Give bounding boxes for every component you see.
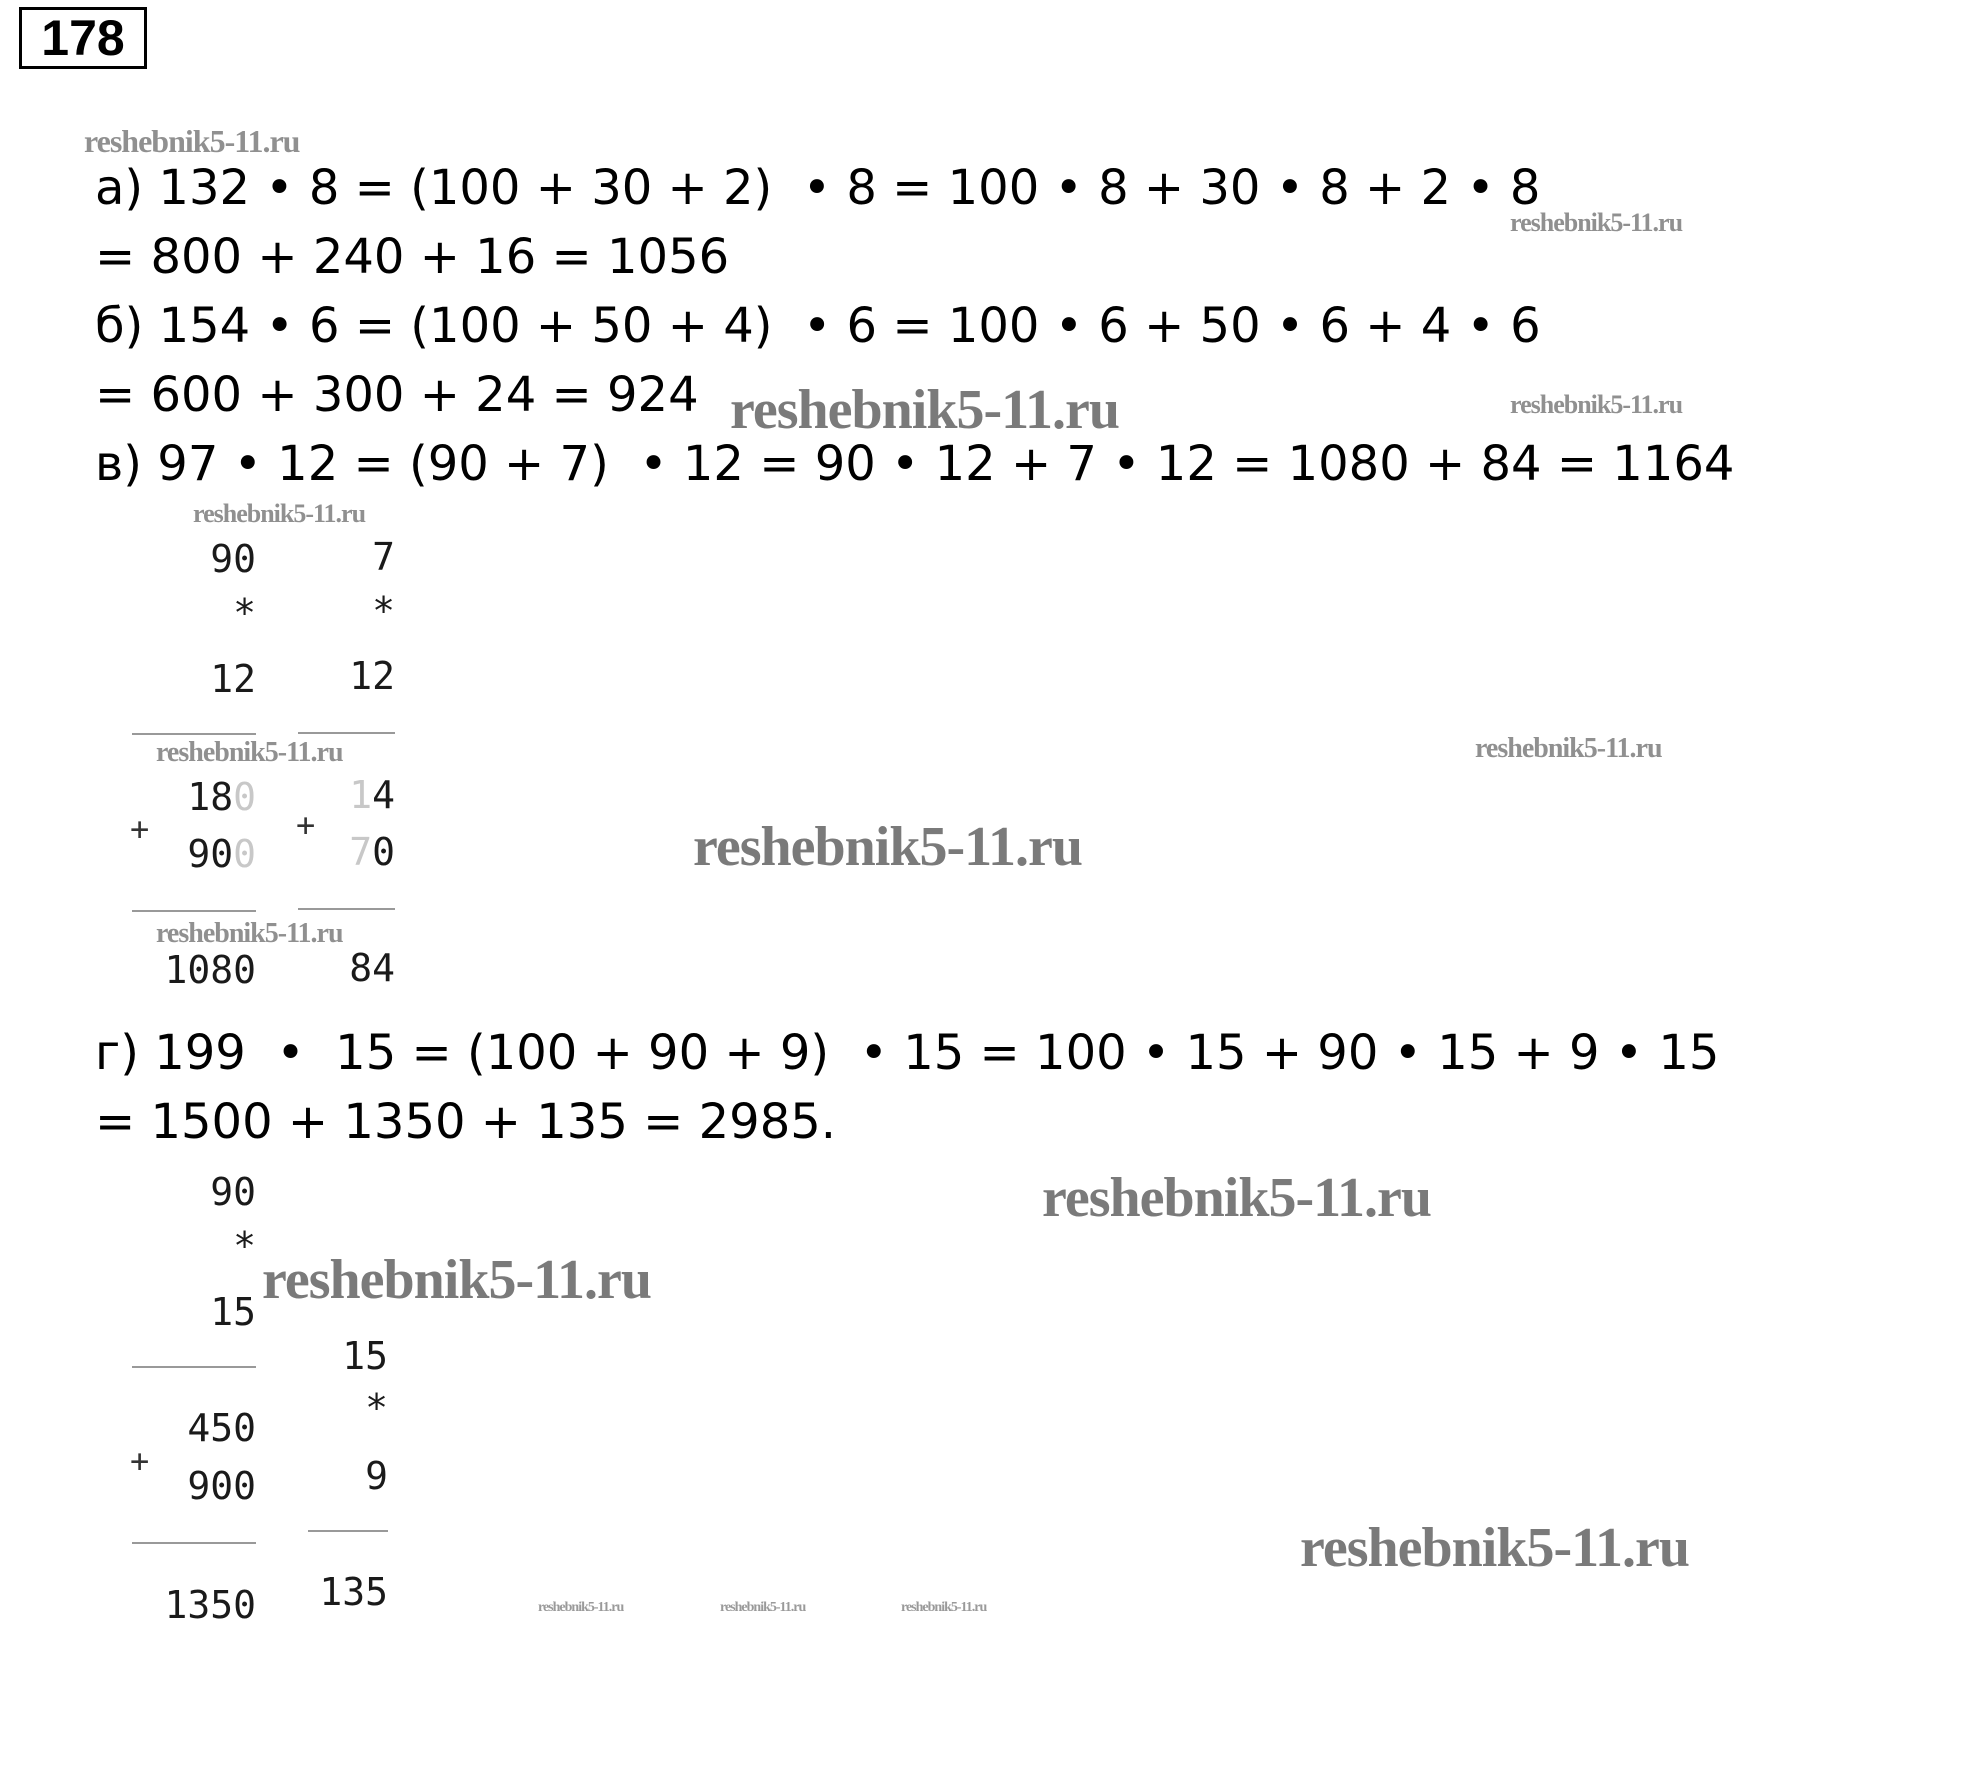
product-result: 135 [319,1570,388,1614]
partial-product-1: 450 [187,1406,256,1450]
watermark: reshebnik5-11.ru [1042,1167,1432,1229]
partial-product-2: 900 [187,832,256,876]
watermark: reshebnik5-11.ru [1510,208,1683,237]
plus-sign: + [130,1442,150,1480]
solution-a-line-1: а) 132 • 8 = (100 + 30 + 2) • 8 = 100 • 8 + 30 • 8 + 2 • 8 [95,160,1541,216]
multiplier: 9 [365,1454,388,1498]
multiplier: 12 [349,654,395,698]
watermark: reshebnik5-11.ru [156,737,343,768]
divider-line [298,908,395,910]
watermark: reshebnik5-11.ru [84,123,300,159]
divider-line [132,1366,256,1368]
divider-line [132,910,256,912]
multiply-sign: * [365,1386,388,1430]
solution-b-line-1: б) 154 • 6 = (100 + 50 + 4) • 6 = 100 • 6 + 50 • 6 + 4 • 6 [95,298,1541,354]
watermark: reshebnik5-11.ru [156,918,343,949]
watermark: reshebnik5-11.ru [901,1600,987,1615]
partial-product-2: 70 [349,830,395,874]
watermark: reshebnik5-11.ru [1510,390,1683,419]
watermark: reshebnik5-11.ru [193,499,366,528]
solution-g-line-2: = 1500 + 1350 + 135 = 2985. [95,1094,837,1150]
product-result: 84 [349,946,395,990]
watermark: reshebnik5-11.ru [1300,1517,1690,1579]
multiply-sign: * [372,589,395,633]
partial-product-2: 900 [187,1464,256,1508]
multiplicand: 90 [210,1170,256,1214]
multiplicand: 7 [372,535,395,579]
multiplicand: 15 [342,1334,388,1378]
solution-b-line-2: = 600 + 300 + 24 = 924 [95,367,699,423]
watermark: reshebnik5-11.ru [262,1249,652,1311]
multiply-sign: * [233,1224,256,1268]
multiplier: 15 [210,1290,256,1334]
divider-line [132,1542,256,1544]
watermark: reshebnik5-11.ru [693,816,1083,878]
watermark: reshebnik5-11.ru [730,379,1120,441]
divider-line [132,733,256,735]
watermark: reshebnik5-11.ru [538,1600,624,1615]
watermark: reshebnik5-11.ru [720,1600,806,1615]
plus-sign: + [130,810,150,848]
partial-product-1: 180 [187,775,256,819]
solution-g-line-1: г) 199 • 15 = (100 + 90 + 9) • 15 = 100 • 15 + 90 • 15 + 9 • 15 [95,1025,1720,1081]
partial-product-1: 14 [349,773,395,817]
product-result: 1080 [164,948,256,992]
task-number-box: 178 [19,7,147,69]
divider-line [298,732,395,734]
solution-v-line-1: в) 97 • 12 = (90 + 7) • 12 = 90 • 12 + 7 • 12 = 1080 + 84 = 1164 [95,436,1735,492]
multiplicand: 90 [210,537,256,581]
plus-sign: + [296,806,316,844]
multiplier: 12 [210,657,256,701]
solution-a-line-2: = 800 + 240 + 16 = 1056 [95,229,730,285]
product-result: 1350 [164,1583,256,1627]
divider-line [308,1530,388,1532]
watermark: reshebnik5-11.ru [1475,733,1662,764]
multiply-sign: * [233,591,256,635]
